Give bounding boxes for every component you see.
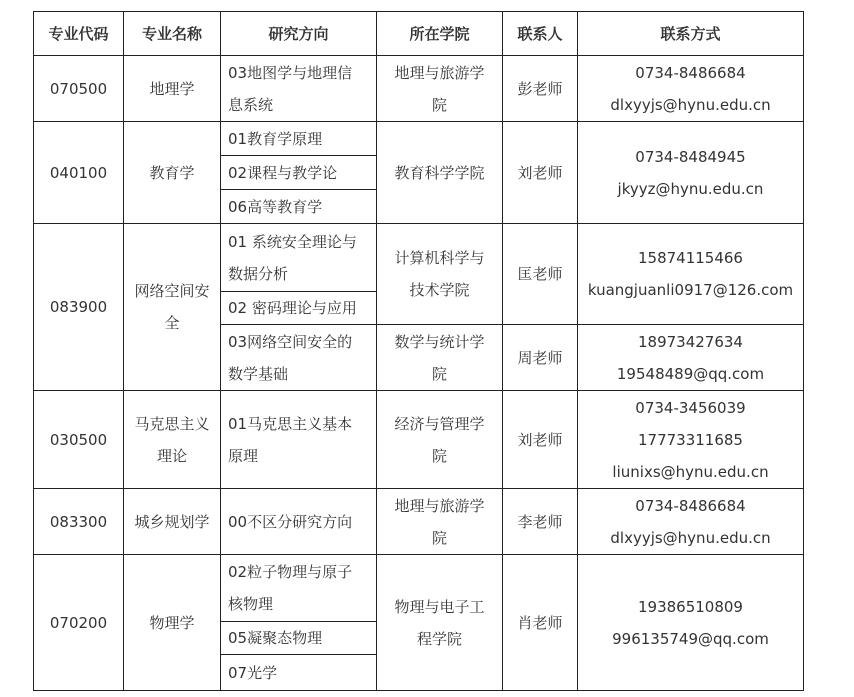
major-name-cell-line: 城乡规划学: [134, 512, 210, 531]
major-code-cell: 070200: [34, 555, 124, 691]
college-cell: [377, 122, 503, 224]
contact-info-cell-line: kuangjuanli0917@126.com: [587, 281, 794, 299]
major-name-cell: [124, 489, 221, 555]
table-row: [34, 56, 804, 122]
contact-info-cell-line: 19548489@qq.com: [616, 364, 765, 383]
research-direction-cell-line: 00不区分研究方向: [228, 512, 353, 531]
research-direction-cell-line: 数学基础: [228, 364, 289, 383]
college-cell: [377, 555, 503, 691]
college-cell-line: 地理与旅游学: [394, 63, 485, 82]
contact-info-cell-line: 19386510809: [638, 597, 743, 616]
college-cell-line: 计算机科学与: [394, 249, 485, 267]
research-direction-cell-line: 02粒子物理与原子: [228, 563, 353, 581]
major-code-cell: 083900: [34, 224, 124, 391]
contact-person-cell: 刘老师: [503, 391, 578, 489]
major-code-cell: 030500: [34, 391, 124, 489]
contact-info-cell-line: dlxyyjs@hynu.edu.cn: [610, 95, 771, 114]
header-contact-person: 联系人: [503, 12, 578, 56]
header-major-code: 专业代码: [34, 12, 124, 56]
major-code-cell: 040100: [34, 122, 124, 224]
contact-info-cell: [578, 391, 804, 489]
header-research-direction: 研究方向: [221, 12, 377, 56]
contact-info-cell: [578, 555, 804, 691]
major-name-cell-line: 马克思主义: [134, 414, 210, 433]
major-name-cell-line: 网络空间安: [134, 282, 210, 300]
contact-info-cell: [578, 325, 804, 391]
table-row: [34, 555, 804, 622]
header-college: 所在学院: [377, 12, 503, 56]
research-direction-cell-line: 数据分析: [228, 264, 289, 283]
table-row: [34, 224, 804, 292]
college-cell-line: 数学与统计学: [394, 332, 485, 351]
college-cell-line: 院: [431, 528, 447, 547]
research-direction-cell: [221, 622, 377, 655]
research-direction-cell: [221, 292, 377, 325]
header-row: [34, 12, 804, 56]
research-direction-cell: [221, 122, 377, 156]
major-name-cell: [124, 122, 221, 224]
contact-person-cell: 肖老师: [503, 555, 578, 691]
contact-info-cell-line: 0734-8484945: [635, 147, 746, 166]
major-code-cell: 083300: [34, 489, 124, 555]
research-direction-cell-line: 原理: [228, 446, 259, 465]
research-direction-cell: [221, 325, 377, 391]
contact-info-cell-line: jkyyz@hynu.edu.cn: [617, 179, 764, 198]
college-cell: [377, 489, 503, 555]
college-cell-line: 教育科学学院: [394, 163, 485, 182]
major-name-cell: [124, 391, 221, 489]
research-direction-cell: [221, 489, 377, 555]
college-cell: [377, 325, 503, 391]
contact-person-cell: 李老师: [503, 489, 578, 555]
major-code-cell: 070500: [34, 56, 124, 122]
college-cell: [377, 391, 503, 489]
college-cell: [377, 56, 503, 122]
contact-info-cell-line: 996135749@qq.com: [612, 629, 769, 648]
college-cell-line: 物理与电子工: [394, 597, 485, 616]
research-direction-cell-line: 核物理: [228, 595, 274, 613]
contact-info-cell-line: liunixs@hynu.edu.cn: [612, 462, 769, 481]
college-cell: [377, 224, 503, 325]
contact-info-cell: [578, 122, 804, 224]
major-name-cell-line: 地理学: [149, 79, 195, 98]
contact-info-cell: [578, 56, 804, 122]
college-cell-line: 经济与管理学: [394, 414, 485, 433]
admissions-contact-table: [33, 11, 804, 691]
header-major-name: 专业名称: [124, 12, 221, 56]
college-cell-line: 院: [431, 446, 447, 465]
major-name-cell: [124, 555, 221, 691]
research-direction-cell: [221, 56, 377, 122]
contact-info-cell: [578, 224, 804, 325]
contact-info-cell-line: 18973427634: [638, 332, 743, 351]
contact-info-cell-line: dlxyyjs@hynu.edu.cn: [610, 528, 771, 547]
research-direction-cell-line: 03地图学与地理信: [228, 63, 353, 82]
research-direction-cell-line: 息系统: [228, 95, 274, 114]
contact-info-cell: [578, 489, 804, 555]
research-direction-cell-line: 02课程与教学论: [228, 163, 338, 182]
major-name-cell: [124, 224, 221, 391]
contact-person-cell: 匡老师: [503, 224, 578, 325]
college-cell-line: 地理与旅游学: [394, 496, 485, 515]
major-name-cell: [124, 56, 221, 122]
contact-person-cell: 刘老师: [503, 122, 578, 224]
college-cell-line: 院: [431, 95, 447, 114]
major-name-cell-line: 物理学: [149, 613, 195, 632]
major-name-cell-line: 教育学: [149, 163, 195, 182]
college-cell-line: 技术学院: [409, 281, 470, 299]
table-row: [34, 391, 804, 489]
contact-info-cell-line: 0734-8486684: [635, 63, 746, 82]
research-direction-cell-line: 07光学: [228, 663, 278, 682]
research-direction-cell: [221, 190, 377, 224]
major-name-cell-line: 全: [164, 314, 180, 332]
table-row: [34, 122, 804, 156]
contact-person-cell: 周老师: [503, 325, 578, 391]
research-direction-cell-line: 03网络空间安全的: [228, 332, 353, 351]
contact-info-cell-line: 0734-3456039: [635, 398, 746, 417]
contact-info-cell-line: 0734-8486684: [635, 496, 746, 515]
research-direction-cell: [221, 156, 377, 190]
research-direction-cell-line: 01 系统安全理论与: [228, 232, 357, 251]
contact-info-cell-line: 15874115466: [638, 249, 743, 267]
research-direction-cell-line: 02 密码理论与应用: [228, 299, 357, 317]
research-direction-cell-line: 05凝聚态物理: [228, 629, 323, 647]
research-direction-cell: [221, 655, 377, 691]
college-cell-line: 院: [431, 364, 447, 383]
research-direction-cell: [221, 391, 377, 489]
table-body: [34, 56, 804, 691]
research-direction-cell-line: 06高等教育学: [228, 197, 323, 216]
contact-info-cell-line: 17773311685: [638, 430, 743, 449]
table-row: [34, 489, 804, 555]
research-direction-cell-line: 01马克思主义基本: [228, 414, 353, 433]
research-direction-cell: [221, 224, 377, 292]
header-contact-info: 联系方式: [578, 12, 804, 56]
major-name-cell-line: 理论: [156, 446, 187, 465]
college-cell-line: 程学院: [416, 629, 462, 648]
research-direction-cell-line: 01教育学原理: [228, 129, 323, 148]
contact-person-cell: 彭老师: [503, 56, 578, 122]
research-direction-cell: [221, 555, 377, 622]
